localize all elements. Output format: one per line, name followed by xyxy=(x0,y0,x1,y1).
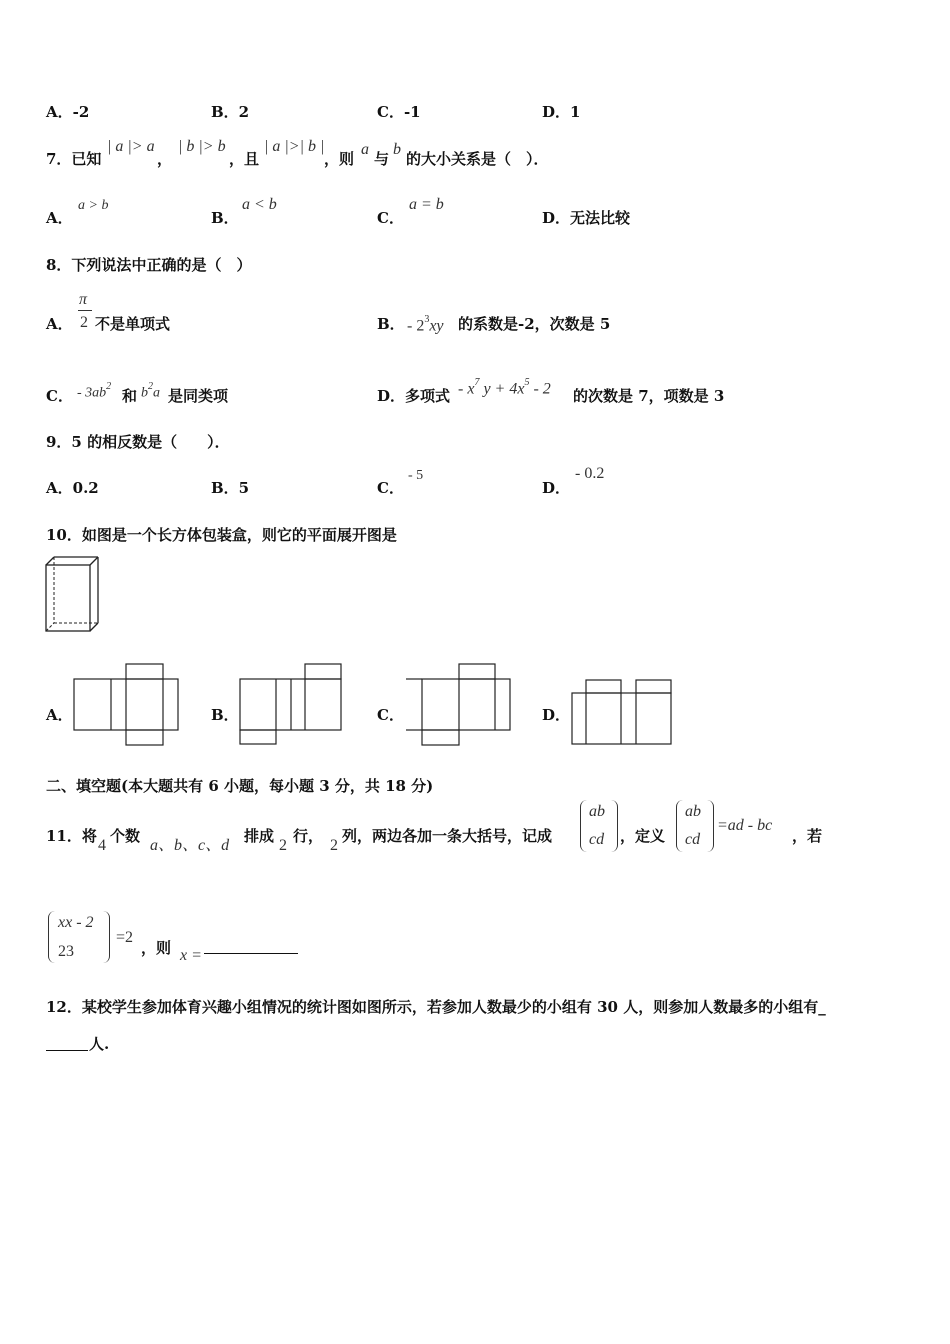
q7-var-b: b xyxy=(393,141,401,158)
q11-p8: ，则 xyxy=(141,939,172,957)
q7-option-b-label: B． xyxy=(211,209,239,227)
q11-p6: ，定义 xyxy=(620,827,666,845)
q6-option-a: A．-2 xyxy=(46,103,90,121)
q11-vars: a、b、c、d xyxy=(150,837,230,854)
q7-option-c-label: C． xyxy=(377,209,404,227)
q11-n2b: 2 xyxy=(330,837,338,854)
q7-with: 与 xyxy=(374,150,390,168)
q10-option-d-label: D． xyxy=(542,706,571,724)
section2-heading: 二、填空题(本大题共有 6 小题，每小题 3 分，共 18 分) xyxy=(46,777,434,795)
q11-p1: 11．将 xyxy=(46,827,97,845)
q11-p3: 排成 xyxy=(244,827,275,845)
q8-option-c-and: 和 xyxy=(122,387,138,405)
q7-cond2: | b |> b xyxy=(178,138,226,155)
q8-option-c-term1: - $3ab^2$ xyxy=(77,381,112,401)
q7-prefix: 7．已知 xyxy=(46,150,102,168)
q9-option-c-label: C． xyxy=(377,479,404,497)
q7-then: ，则 xyxy=(324,150,355,168)
q8-option-b-label: B． xyxy=(377,315,405,333)
q10-option-b-label: B． xyxy=(211,706,239,724)
q12-line1: 12．某校学生参加体育兴趣小组情况的统计图如图所示，若参加人数最少的小组有 30 人，则参加人数最多的小组有_ xyxy=(46,998,826,1016)
q12-answer-blank[interactable] xyxy=(46,1050,88,1051)
q7-var-a: a xyxy=(361,141,369,158)
q11-cond-bottom: 23 xyxy=(58,943,74,960)
net-option-a xyxy=(72,662,182,747)
q8-option-d-math: - $x^7$ $y + 4x^5 - 2$ xyxy=(458,377,551,398)
q7-option-d: D．无法比较 xyxy=(542,209,631,227)
q6-option-d: D．1 xyxy=(542,103,581,121)
q9-option-d-math: - 0.2 xyxy=(575,465,605,482)
q11-def-top: ab xyxy=(685,803,701,820)
q11-p5: 列，两边各加一条大括号，记成 xyxy=(342,827,553,845)
q10-option-a-label: A． xyxy=(46,706,73,724)
q11-cond-eq: =2 xyxy=(116,929,134,946)
q8-option-b-math: - $2^3xy$ xyxy=(407,314,444,335)
q8-option-a-label: A． xyxy=(46,315,73,333)
q7-sep1: ， xyxy=(157,150,173,168)
net-option-b xyxy=(238,662,348,747)
net-option-c xyxy=(404,662,516,747)
q11-matrix-top: ab xyxy=(589,803,605,820)
q12-line2: 人. xyxy=(89,1035,110,1053)
net-option-d xyxy=(570,677,676,749)
q8-option-b-text: 的系数是-2，次数是 5 xyxy=(458,315,611,333)
q9-option-d-label: D． xyxy=(542,479,571,497)
q7-option-b-math: a < b xyxy=(242,196,277,213)
q10-stem: 10．如图是一个长方体包装盒，则它的平面展开图是 xyxy=(46,526,397,544)
q7-sep2: ，且 xyxy=(229,150,260,168)
q11-p7: ，若 xyxy=(792,827,823,845)
q9-option-a: A．0.2 xyxy=(46,479,99,497)
q11-answer-blank[interactable] xyxy=(204,953,298,954)
q8-frac-den: 2 xyxy=(80,314,88,331)
q11-answer-var: x = xyxy=(180,947,202,964)
q9-option-b: B．5 xyxy=(211,479,250,497)
q8-frac-bar xyxy=(78,310,92,311)
q7-cond3: | a |>| b | xyxy=(264,138,325,155)
q11-p4: 行， xyxy=(293,827,324,845)
box-3d-figure xyxy=(44,556,104,636)
q6-option-b: B．2 xyxy=(211,103,250,121)
q9-option-c-math: - 5 xyxy=(408,468,424,483)
q11-def-eq: =ad - bc xyxy=(717,817,773,834)
q11-n2a: 2 xyxy=(279,837,287,854)
q7-cond1: | a |> a xyxy=(107,138,155,155)
q11-def-bottom: cd xyxy=(685,831,701,848)
q8-option-c-label: C． xyxy=(46,387,73,405)
q8-option-c-term2: $b^2a$ xyxy=(141,381,160,401)
q11-p2: 个数 xyxy=(110,827,141,845)
q8-stem: 8．下列说法中正确的是（ ） xyxy=(46,256,252,274)
q8-option-d-text: 的次数是 7，项数是 3 xyxy=(573,387,725,405)
q8-option-d-label: D．多项式 xyxy=(377,387,451,405)
q7-option-c-math: a = b xyxy=(409,196,444,213)
q8-option-c-text: 是同类项 xyxy=(168,387,229,405)
q7-option-a-math: a > b xyxy=(78,198,109,213)
q9-stem: 9．5 的相反数是（ ）． xyxy=(46,433,230,451)
q6-option-c: C．-1 xyxy=(377,103,421,121)
q8-frac-num: π xyxy=(79,291,88,308)
q7-option-a-label: A． xyxy=(46,209,73,227)
q11-cond-top: xx - 2 xyxy=(58,914,94,931)
q11-matrix-bottom: cd xyxy=(589,831,605,848)
q10-option-c-label: C． xyxy=(377,706,404,724)
q7-suffix: 的大小关系是（ ）． xyxy=(406,150,549,168)
q8-option-a-text: 不是单项式 xyxy=(95,315,171,333)
q11-n4: 4 xyxy=(98,837,106,854)
